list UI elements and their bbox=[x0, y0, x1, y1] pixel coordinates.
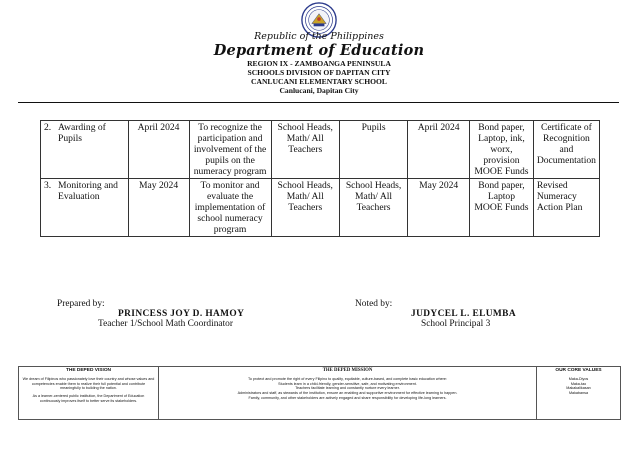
persons-involved-cell: School Heads, Math/ All Teachers bbox=[271, 179, 339, 237]
deped-footer bbox=[18, 366, 621, 420]
resources-cell: Bond paper, Laptop, ink, worx, provision MOOE Funds bbox=[470, 121, 534, 179]
mission-section bbox=[159, 367, 537, 419]
vision-section bbox=[19, 367, 159, 419]
core-values-section bbox=[537, 367, 620, 419]
core-values-title: OUR CORE VALUES bbox=[555, 368, 602, 373]
persons-involved-cell: School Heads, Math/ All Teachers bbox=[271, 121, 339, 179]
core-value-item: Makabansa bbox=[568, 391, 589, 396]
vision-text: As a learner-centered public institution, the Department of Education continuously improves itself to better serve its stakeholders. bbox=[32, 394, 145, 403]
mission-line: Family, community, and other stakeholders are actively engaged and share responsibility for developing life-long learners. bbox=[248, 395, 447, 400]
prepared-by-name: PRINCESS JOY D. HAMOY bbox=[118, 309, 245, 319]
prepared-by-position: Teacher 1/School Math Coordinator bbox=[98, 319, 233, 329]
beneficiaries-cell: School Heads, Math/ All Teachers bbox=[339, 179, 407, 237]
mission-title: THE DEPED MISSION bbox=[322, 368, 373, 373]
header-divider bbox=[18, 102, 619, 103]
mission-line: To protect and promote the right of every Filipino to quality, equitable, culture-based, and complete basic education where: bbox=[248, 376, 447, 381]
activity-name: Awarding of Pupils bbox=[58, 122, 106, 144]
date-cell: April 2024 bbox=[128, 121, 189, 179]
time-frame-cell: April 2024 bbox=[408, 121, 470, 179]
time-frame-cell: May 2024 bbox=[408, 179, 470, 237]
noted-by-position: School Principal 3 bbox=[421, 319, 491, 329]
date-cell: May 2024 bbox=[128, 179, 189, 237]
activity-name: Monitoring and Evaluation bbox=[58, 180, 118, 202]
school-name: CANLUCANI ELEMENTARY SCHOOL bbox=[250, 77, 387, 86]
mission-line: Administrators and staff, as stewards of the institution, ensure an enabling and supportive environment for effective learning to happen. bbox=[237, 391, 458, 396]
noted-by-name: JUDYCEL L. ELUMBA bbox=[411, 309, 516, 319]
core-value-item: Makakalikasan bbox=[566, 386, 591, 391]
mission-line: Teachers facilitate learning and constantly nurture every learner. bbox=[295, 386, 400, 391]
vision-title: THE DEPED VISION bbox=[65, 368, 112, 373]
item-number: 2. bbox=[44, 122, 52, 133]
beneficiaries-cell: Pupils bbox=[339, 121, 407, 179]
table-row bbox=[41, 121, 600, 179]
republic-line: Republic of the Philippines bbox=[254, 31, 384, 42]
noted-by-label: Noted by: bbox=[355, 299, 393, 309]
expected-output-cell: Certificate of Recognition and Documentation bbox=[533, 121, 599, 179]
mission-line: Students learn in a child-friendly, gender-sensitive, safe, and motivating environment. bbox=[278, 381, 417, 386]
resources-cell: Bond paper, Laptop MOOE Funds bbox=[470, 179, 534, 237]
activity-cell bbox=[41, 179, 129, 237]
expected-output-cell: Revised Numeracy Action Plan bbox=[533, 179, 599, 237]
core-value-item: Maka-tao bbox=[570, 381, 587, 386]
objective-cell: To recognize the participation and involvement of the pupils on the numeracy program bbox=[189, 121, 271, 179]
objective-cell: To monitor and evaluate the implementation of school numeracy program bbox=[189, 179, 271, 237]
department-title: Department of Education bbox=[213, 42, 425, 59]
school-address: Canlucani, Dapitan City bbox=[279, 86, 359, 95]
vision-text: We dream of Filipinos who passionately love their country and whose values and competencies enable them to realize their full potential and contribute meaningfully to building the nation. bbox=[22, 376, 155, 391]
region-line: REGION IX - ZAMBOANGA PENINSULA bbox=[247, 59, 391, 68]
item-number: 3. bbox=[44, 180, 52, 191]
action-plan-table bbox=[40, 120, 600, 237]
core-value-item: Maka-Diyos bbox=[568, 376, 589, 381]
division-line: SCHOOLS DIVISION OF DAPITAN CITY bbox=[247, 68, 391, 77]
prepared-by-label: Prepared by: bbox=[57, 299, 105, 309]
activity-cell bbox=[41, 121, 129, 179]
table-row bbox=[41, 179, 600, 237]
